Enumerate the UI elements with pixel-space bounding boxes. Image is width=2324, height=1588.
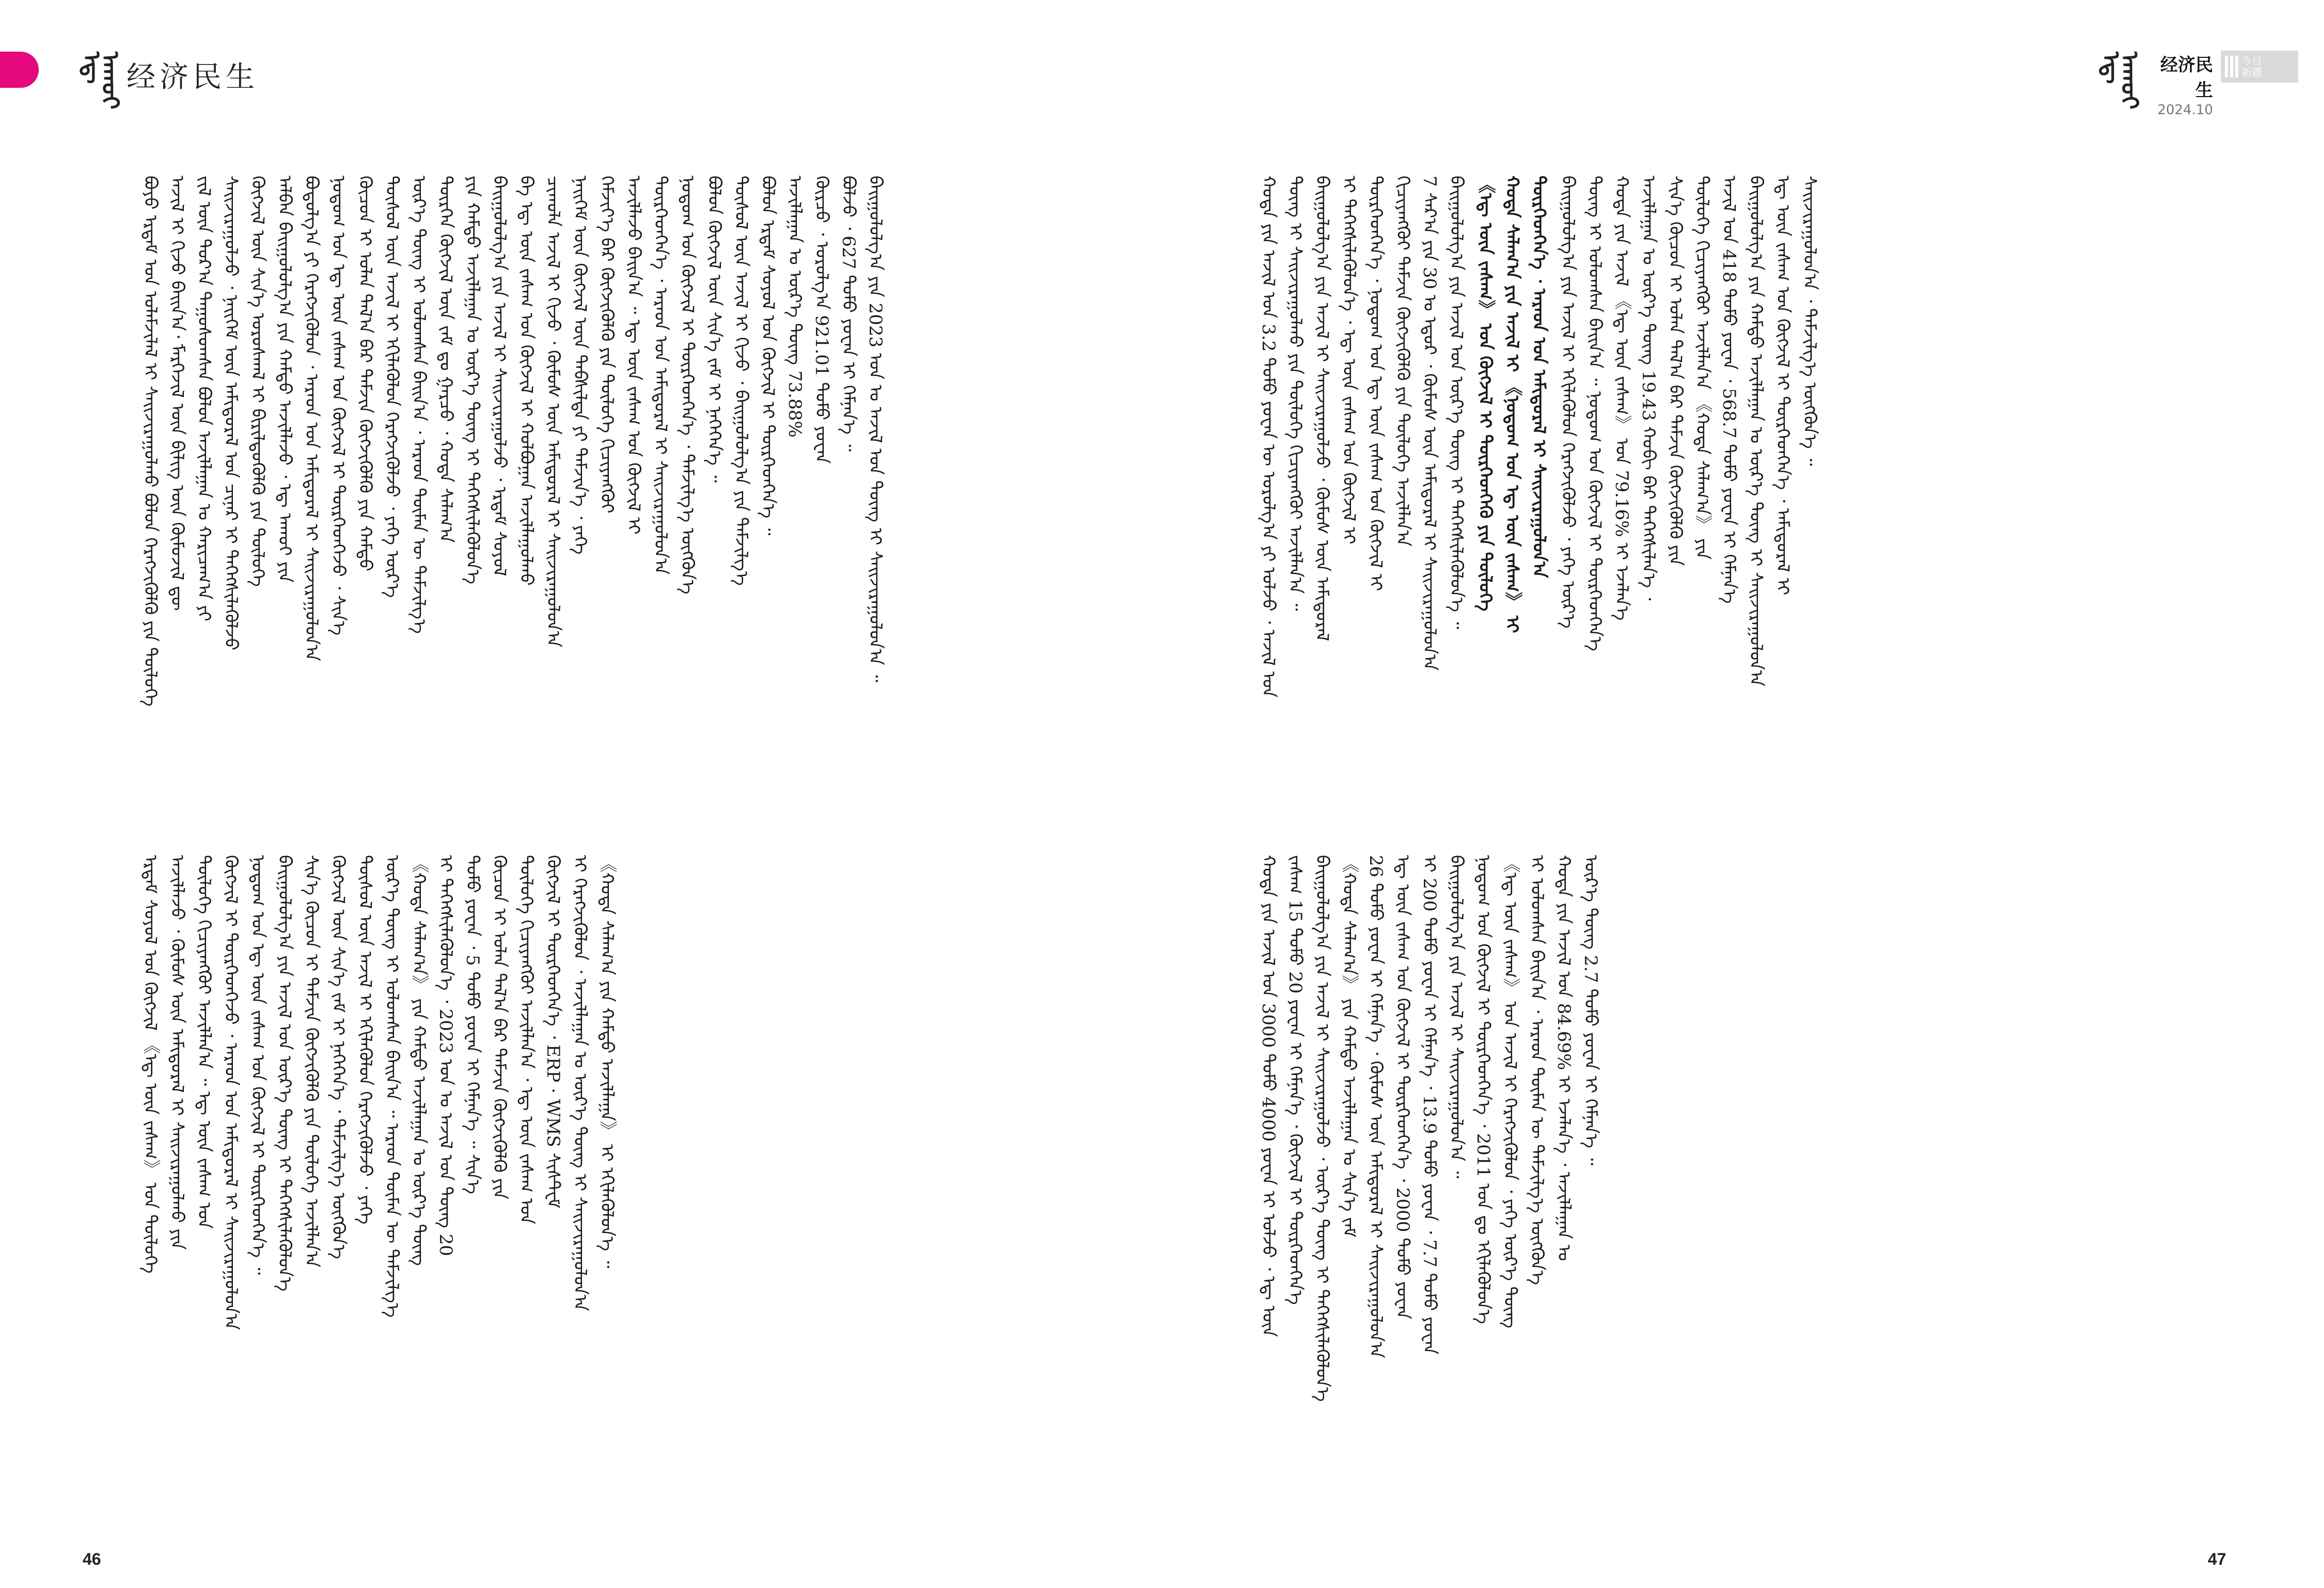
text-column: ᠪᠠᠢᠭᠤᠯᠤᠯᠭ᠎ᠠ ᠶᠢᠨ 2023 ᠣᠨ ᠤ ᠠᠵᠢᠯ ᠤᠨ ᠳᠦᠩ ᠢ ᠰᠠᠢᠵᠢᠷᠠᠭᠤᠯᠤᠨ᠎ᠠ ᠃ <box>865 176 886 682</box>
text-column: ᠬᠦᠷᠴᠦ ᠂ ᠣᠷᠣᠯᠭ᠎ᠠ 921.01 ᠲᠤᠮᠤ ᠶᠤᠸᠠᠨ <box>811 176 832 464</box>
text-column: ᠴᠢᠬᠤᠯᠠ ᠠᠵᠢᠯ ᠢ ᠬᠢᠵᠦ ᠂ ᠬᠦᠮᠦᠰ ᠦᠨ ᠠᠮᠢᠳᠤᠷᠠᠯ ᠢ ᠰᠠᠢᠵᠢᠷᠠᠭᠤᠯᠤᠨ᠎ᠠ <box>543 176 563 647</box>
text-column: ᠲᠦᠷᠭᠡᠳᠭᠡᠨ᠎ᠡ ᠂ ᠨᠤᠲᠤᠭ ᠤᠨ ᠡᠳ᠋ ᠦᠨ ᠵᠠᠰᠠᠭ ᠤᠨ ᠬᠥᠭᠵᠢᠯ ᠢ <box>1365 176 1386 591</box>
text-column: ᠲᠥᠯᠥᠭᠡ ᠬᠢᠴᠢᠶᠡᠩᠭᠦᠢ ᠠᠵᠢᠯᠯᠠᠨ᠎ᠠ ᠂ ᠡᠳ᠋ ᠦᠨ ᠵᠠᠰᠠᠭ ᠤᠨ <box>516 855 537 1224</box>
text-column: ᠲᠥᠰᠥᠯ ᠦᠨ ᠠᠵᠢᠯ ᠢ ᠡᠬᠢᠯᠡᠭᠦᠯᠦᠨ ᠬᠡᠷᠡᠭᠵᠢᠭᠦᠯᠵᠦ ᠂ ᠶᠡᠬᠡ <box>355 855 375 1225</box>
text-column: ᠨᠡᠢᠭᠡᠮ ᠦᠨ ᠬᠥᠭᠵᠢᠯ ᠦᠨ ᠳᠡᠪᠰᠢᠯᠲᠡ ᠶᠢ ᠳᠡᠮᠵᠢᠨ᠎ᠡ ᠂ ᠶᠡᠬᠡ <box>570 176 590 555</box>
issue-date: 2024.10 <box>2157 102 2213 118</box>
article-column-group <box>1554 176 1823 811</box>
text-column: ᠪᠠᠢᠭᠤᠯᠤᠯᠭ᠎ᠠ ᠶᠢᠨ ᠠᠵᠢᠯ ᠢ ᠰᠠᠢᠵᠢᠷᠠᠭᠤᠯᠵᠤ ᠂ ᠦᠷ᠎ᠡ ᠳᠦᠩ ᠢ ᠳᠡᠭᠡᠭᠰᠢᠯᠡᠭᠦᠯᠦᠨ᠎ᠡ <box>1312 855 1332 1402</box>
text-column: ᠡᠷᠳᠡᠮ ᠰᠣᠶᠤᠯ ᠤᠨ ᠬᠥᠭᠵᠢᠯ 《ᠡᠳ᠋ ᠦᠨ ᠵᠠᠰᠠᠭ》 ᠤᠨ ᠲᠥᠯᠥᠭᠡ <box>140 855 161 1274</box>
text-column: ᠪᠠ ᠡᠳ᠋ ᠦᠨ ᠵᠠᠰᠠᠭ ᠤᠨ ᠬᠥᠭᠵᠢᠯ ᠢ ᠬᠣᠯᠪᠤᠭᠠᠨ ᠠᠵᠢᠯᠯᠠᠭᠤᠯᠬᠤ <box>516 176 537 586</box>
text-column: ᠬᠦᠴᠦᠨ ᠢ ᠣᠯᠠᠨ ᠲᠠᠯ᠎ᠠ ᠪᠠᠷ ᠳᠡᠮᠵᠢᠨ ᠬᠥᠭᠵᠢᠭᠦᠯᠬᠦ ᠶᠢᠨ <box>489 855 510 1200</box>
text-column: 《ᠡᠳ᠋ ᠦᠨ ᠵᠠᠰᠠᠭ》 ᠤᠨ ᠠᠵᠢᠯ ᠢ ᠬᠡᠷᠡᠭᠵᠢᠭᠦᠯᠦᠨ ᠂ ᠶᠡᠬᠡ ᠦᠷ᠎ᠡ ᠳᠦᠩ <box>1500 855 1520 1329</box>
text-column: ᠦᠷ᠎ᠡ ᠳᠦᠩ ᠢ ᠣᠯᠤᠭᠰᠠᠨ ᠪᠠᠢᠨ᠎ᠠ ᠃ ᠠᠷᠠᠳ ᠲᠦᠮᠡᠨ ᠦ ᠳᠡᠮᠵᠢᠯᠭ᠎ᠡ <box>382 855 402 1318</box>
text-column: ᠲᠥᠯᠥᠭᠡ ᠬᠢᠴᠢᠶᠡᠩᠭᠦᠢ ᠠᠵᠢᠯᠯᠠᠨ᠎ᠠ 《ᠬᠣᠲᠠ ᠰᠠᠯᠠᠭ᠎ᠠ》 ᠶᠢᠨ <box>1692 176 1713 560</box>
text-column: ᠵᠢᠯ ᠦᠨ ᠳᠤᠷ᠎ᠠ ᠳᠠᠭᠤᠰᠤᠭᠰᠠᠨ ᠪᠤᠯᠤᠨ ᠠᠵᠢᠯᠯᠠᠭᠠᠨ ᠤ ᠬᠠᠷᠢᠴᠠᠭ᠎ᠠ ᠶᠢ <box>194 176 214 621</box>
section-title: 经济民生 <box>2160 55 2213 101</box>
heading-line: ᠲᠦᠷᠭᠡᠳᠭᠡᠨ᠎ᠡ ᠂ ᠠᠷᠠᠳ ᠤᠨ ᠠᠮᠢᠳᠤᠷᠠᠯ ᠢ ᠰᠠᠢᠵᠢᠷᠠᠭᠤᠯᠤᠨ᠎ᠠ <box>1529 176 1549 578</box>
text-column: ᠦᠷ᠎ᠡ ᠳᠦᠩ 2.7 ᠲᠤᠮᠤ ᠶᠤᠸᠠᠨ ᠢ ᠬᠡᠮᠨᠡᠨ᠎ᠡ ᠃ <box>1580 855 1601 1165</box>
text-column: ᠠᠵᠢᠯ ᠢ ᠬᠢᠵᠦ ᠪᠠᠢᠨ᠎ᠠ᠂ ᠮᠡᠷᠭᠡᠵᠢᠯ ᠦᠨ ᠪᠢᠯᠢᠭ ᠦᠨ ᠬᠦᠮᠦᠵᠢᠯ ᠳᠦ <box>167 176 187 611</box>
text-column: 《ᠬᠣᠲᠠ ᠰᠠᠯᠠᠭ᠎ᠠ ᠶᠢᠨ ᠬᠠᠮᠲᠤ ᠠᠵᠢᠯᠯᠠᠭᠠ》 ᠢ ᠡᠬᠢᠯᠡᠭᠦᠯᠦᠨ᠎ᠡ ᠃ <box>596 855 617 1268</box>
text-column: ᠠᠯᠪᠠᠨ ᠪᠠᠢᠭᠤᠯᠤᠯᠭ᠎ᠠ ᠶᠢᠨ ᠬᠠᠮᠲᠤ ᠠᠵᠢᠯᠯᠠᠵᠤ ᠂ ᠡᠳ᠋ ᠠᠬᠤᠢ ᠶᠢᠨ <box>274 176 295 583</box>
text-column: ᠲᠦᠷᠭᠡᠨ ᠬᠥᠭᠵᠢᠯ ᠦᠨ ᠵᠠᠮ ᠳᠤ ᠭᠠᠷᠴᠤ ᠂ ᠬᠣᠲᠠ ᠰᠠᠯᠠᠭ᠎ᠠ <box>435 176 456 543</box>
text-column: ᠪᠣᠯᠵᠤ ᠂ 627 ᠲᠤᠮᠤ ᠶᠤᠸᠠᠨ ᠢ ᠬᠡᠮᠨᠡᠨ᠎ᠡ ᠃ <box>838 176 859 452</box>
text-column: ᠬᠦᠴᠦᠨ ᠢ ᠣᠯᠠᠨ ᠲᠠᠯ᠎ᠠ ᠪᠠᠷ ᠳᠡᠮᠵᠢᠨ ᠬᠥᠭᠵᠢᠭᠦᠯᠬᠦ ᠶᠢᠨ ᠬᠠᠮᠲᠤ <box>355 176 375 571</box>
text-column: ᠠᠵᠢᠯᠯᠠᠭᠠᠨ ᠤ ᠦᠷ᠎ᠡ ᠳᠦᠩ 73.88% <box>784 176 805 438</box>
text-column: ᠰᠢᠨ᠎ᠡ ᠬᠦᠴᠦᠨ ᠢ ᠣᠯᠠᠨ ᠲᠠᠯ᠎ᠠ ᠪᠠᠷ ᠳᠡᠮᠵᠢᠨ ᠬᠥᠭᠵᠢᠭᠦᠯᠬᠦ ᠶᠢᠨ <box>1665 176 1686 566</box>
text-column: ᠬᠤᠲᠠ ᠶᠢᠨ ᠠᠵᠢᠯ ᠤᠨ 84.69% ᠢ ᠡᠵᠡᠯᠡᠨ᠎ᠡ ᠂ ᠠᠵᠢᠯᠯᠠᠭᠠᠨ ᠤ <box>1553 855 1574 1262</box>
text-column: ᠰᠠᠢᠵᠢᠷᠠᠭᠤᠯᠤᠨ᠎ᠠ ᠂ ᠳᠡᠮᠵᠢᠯᠭ᠎ᠡ ᠥᠭᠭᠦᠨ᠎ᠡ ᠃ <box>1799 176 1820 466</box>
section-title-mongolian: ᠡᠳ᠋ ᠠᠬᠤᠢ <box>2097 52 2144 110</box>
text-column: ᠬᠥᠭᠵᠢᠯ ᠢ ᠲᠦᠷᠭᠡᠳᠭᠡᠵᠦ ᠂ ᠠᠷᠠᠳ ᠤᠨ ᠠᠮᠢᠳᠤᠷᠠᠯ ᠢ ᠰᠠᠢᠵᠢᠷᠠᠭᠤᠯᠤᠨ᠎ᠠ <box>221 855 241 1330</box>
text-column: ᠪᠤᠳᠤᠯᠭ᠎ᠠ ᠶᠢ ᠬᠡᠷᠡᠭᠵᠢᠭᠦᠯᠦᠨ ᠂ ᠠᠷᠠᠳ ᠤᠨ ᠠᠮᠢᠳᠤᠷᠠᠯ ᠢ ᠰᠠᠢᠵᠢᠷᠠᠭᠤᠯᠤᠨ᠎ᠠ <box>301 176 322 661</box>
article-column-group <box>1255 176 1470 811</box>
text-column: ᠪᠠᠢᠭᠤᠯᠤᠯᠭ᠎ᠠ ᠶᠢᠨ ᠠᠵᠢᠯ ᠢ ᠡᠬᠢᠯᠡᠭᠦᠯᠦᠨ ᠬᠡᠷᠡᠭᠵᠢᠭᠦᠯᠵᠦ ᠂ ᠶᠡᠬᠡ ᠦᠷ᠎ᠡ <box>1558 176 1578 629</box>
text-column: ᠢ ᠬᠡᠷᠡᠭᠵᠢᠭᠦᠯᠦᠨ ᠂ ᠠᠵᠢᠯᠯᠠᠭᠠᠨ ᠤ ᠦᠷ᠎ᠡ ᠳᠦᠩ ᠢ ᠰᠠᠢᠵᠢᠷᠠᠭᠤᠯᠤᠨ᠎ᠠ <box>570 855 590 1311</box>
text-column: ᠶᠢᠨ ᠬᠠᠮᠲᠤ ᠠᠵᠢᠯᠯᠠᠭᠠᠨ ᠤ ᠦᠷ᠎ᠡ ᠳᠦᠩ ᠢ ᠳᠡᠭᠡᠭᠰᠢᠯᠡᠭᠦᠯᠦᠨ᠎ᠡ <box>462 176 483 584</box>
text-column: ᠡᠳ᠋ ᠦᠨ ᠵᠠᠰᠠᠭ ᠤᠨ ᠬᠥᠭᠵᠢᠯ ᠢ ᠲᠦᠷᠭᠡᠳᠭᠡᠨ᠎ᠡ ᠂ ᠠᠮᠢᠳᠤᠷᠠᠯ ᠢ <box>1772 176 1793 596</box>
text-column: ᠠᠵᠢᠯᠯᠠᠵᠤ ᠂ ᠬᠦᠮᠦᠰ ᠦᠨ ᠠᠮᠢᠳᠤᠷᠠᠯ ᠢ ᠰᠠᠢᠵᠢᠷᠠᠭᠤᠯᠬᠤ ᠶᠢᠨ <box>167 855 187 1250</box>
text-column: ᠢ ᠳᠡᠭᠡᠭᠰᠢᠯᠡᠭᠦᠯᠦᠨ᠎ᠡ ᠂ ᠡᠳ᠋ ᠦᠨ ᠵᠠᠰᠠᠭ ᠤᠨ ᠬᠥᠭᠵᠢᠯ ᠢ <box>1339 176 1359 544</box>
section-title-mongolian: ᠡᠳ᠋ ᠠᠬᠤᠢ <box>78 52 124 110</box>
text-column: ᠲᠤᠮᠤ ᠶᠤᠸᠠᠨ ᠂ 5 ᠲᠤᠮᠤ ᠶᠤᠸᠠᠨ ᠢ ᠬᠡᠮᠨᠡᠨ᠎ᠡ ᠃ ᠰᠢᠨ᠎ᠡ <box>462 855 483 1194</box>
text-column: ᠳᠦᠩ ᠢ ᠣᠯᠤᠭᠰᠠᠨ ᠪᠠᠢᠨ᠎ᠠ ᠃ ᠨᠤᠲᠤᠭ ᠤᠨ ᠬᠥᠭᠵᠢᠯ ᠢ ᠲᠦᠷᠭᠡᠳᠭᠡᠨ᠎ᠡ <box>1584 176 1605 651</box>
page-number: 47 <box>2208 1550 2226 1568</box>
text-column: ᠦᠷ᠎ᠡ ᠳᠦᠩ ᠢ ᠣᠯᠤᠭᠰᠠᠨ ᠪᠠᠢᠨ᠎ᠠ ᠂ ᠠᠷᠠᠳ ᠲᠦᠮᠡᠨ ᠦ ᠳᠡᠮᠵᠢᠯᠭ᠎ᠡ <box>409 176 429 634</box>
text-column: ᠪᠠᠢᠭᠤᠯᠤᠯᠭ᠎ᠠ ᠶᠢᠨ ᠠᠵᠢᠯ ᠢ ᠰᠠᠢᠵᠢᠷᠠᠭᠤᠯᠵᠤ ᠂ ᠡᠷᠳᠡᠮ ᠰᠣᠶᠤᠯ <box>489 176 510 577</box>
article-column-group <box>1255 855 1604 1506</box>
text-column: ᠢ ᠳᠡᠭᠡᠭᠰᠢᠯᠡᠭᠦᠯᠦᠨ᠎ᠡ ᠂ 2023 ᠣᠨ ᠤ ᠠᠵᠢᠯ ᠤᠨ ᠳᠦᠩ 20 <box>435 855 456 1256</box>
text-column: ᠬᠥᠭᠵᠢᠯ ᠦᠨ ᠰᠢᠨ᠎ᠡ ᠤᠷᠤᠰᠬᠠᠯ ᠢ ᠪᠢᠷᠢᠯᠳᠦᠭᠦᠯᠬᠦ ᠶᠢᠨ ᠲᠥᠯᠥᠭᠡ <box>247 176 268 587</box>
text-column: ᠪᠣᠯᠤᠨ ᠡᠷᠳᠡᠮ ᠰᠣᠶᠤᠯ ᠤᠨ ᠬᠥᠭᠵᠢᠯ ᠢ ᠲᠦᠷᠭᠡᠳᠭᠡᠨ᠎ᠡ ᠃ <box>758 176 778 536</box>
text-column: ᠨᠤᠲᠤᠭ ᠤᠨ ᠬᠥᠭᠵᠢᠯ ᠢ ᠲᠦᠷᠭᠡᠳᠭᠡᠨ᠎ᠡ ᠂ 2011 ᠣᠨ ᠳᠤ ᠡᠬᠢᠯᠡᠭᠦᠯᠦᠨ᠎ᠡ <box>1473 855 1494 1324</box>
logo-text: 今日 新疆 <box>2241 55 2262 79</box>
text-column: ᠳᠦᠩ ᠢ ᠰᠠᠢᠵᠢᠷᠠᠭᠤᠯᠬᠤ ᠶᠢᠨ ᠲᠥᠯᠥᠭᠡ ᠬᠢᠴᠢᠶᠡᠩᠭᠦᠢ ᠠᠵᠢᠯᠯᠠᠨ᠎ᠠ ᠃ <box>1285 176 1306 611</box>
text-column: ᠬᠤᠲᠠ ᠶᠢᠨ ᠠᠵᠢᠯ ᠤᠨ 3000 ᠲᠤᠮᠤ 4000 ᠶᠤᠸᠠᠨ ᠢ ᠣᠯᠵᠤ ᠂ ᠡᠳ᠋ ᠦᠨ <box>1258 855 1279 1337</box>
logo-mark-icon <box>2225 56 2238 77</box>
text-column: ᠲᠥᠰᠥᠯ ᠦᠨ ᠠᠵᠢᠯ ᠢ ᠬᠢᠵᠦ ᠂ ᠪᠠᠢᠭᠤᠯᠤᠯᠭ᠎ᠠ ᠶᠢᠨ ᠳᠡᠮᠵᠢᠯᠭ᠎ᠡ <box>731 176 751 586</box>
text-column: ᠬᠤᠲᠠ ᠶᠢᠨ ᠠᠵᠢᠯ ᠤᠨ 3.2 ᠲᠤᠮᠤ ᠶᠤᠸᠠᠨ ᠦ ᠣᠷᠣᠯᠭ᠎ᠠ ᠶᠢ ᠣᠯᠵᠤ ᠂ ᠠᠵᠢᠯ ᠤᠨ <box>1258 176 1279 698</box>
text-column: ᠠᠵᠢᠯᠯᠠᠵᠤ ᠪᠠᠢᠨ᠎ᠠ ᠃ ᠡᠳ᠋ ᠦᠨ ᠵᠠᠰᠠᠭ ᠤᠨ ᠬᠥᠭᠵᠢᠯ ᠢ <box>623 176 644 535</box>
heading-line: ᠬᠤᠲᠠ ᠰᠠᠯᠠᠭ᠎ᠠ ᠶᠢᠨ ᠠᠵᠢᠯ ᠢ 《ᠨᠤᠲᠤᠭ ᠤᠨ ᠡᠳ᠋ ᠦᠨ ᠵᠠᠰᠠᠭ》 ᠢ <box>1502 176 1522 633</box>
magazine-logo <box>2221 51 2298 83</box>
text-column: ᠬᠤᠲᠠ ᠶᠢᠨ ᠠᠵᠢᠯ 《ᠡᠳ᠋ ᠦᠨ ᠵᠠᠰᠠᠭ》 ᠤᠨ 79.16% ᠢ ᠡᠵᠡᠯᠡᠨ᠎ᠡ <box>1611 176 1632 621</box>
text-column: ᠲᠥᠰᠥᠯ ᠦᠨ ᠠᠵᠢᠯ ᠢ ᠡᠬᠢᠯᠡᠭᠦᠯᠦᠨ ᠬᠡᠷᠡᠭᠵᠢᠭᠦᠯᠵᠦ ᠂ ᠶᠡᠬᠡ ᠦᠷ᠎ᠡ <box>382 176 402 598</box>
article-heading <box>1472 176 1552 811</box>
text-column: ᠠᠵᠢᠯ ᠤᠨ 418 ᠲᠤᠮᠤ ᠶᠤᠸᠠᠨ ᠂ 568.7 ᠲᠤᠮᠤ ᠶᠤᠸᠠᠨ ᠢ ᠬᠡᠮᠨᠡᠨ᠎ᠡ <box>1719 176 1739 604</box>
text-column: ᠵᠠᠰᠠᠭ 15 ᠲᠤᠮᠤ 20 ᠶᠤᠸᠠᠨ ᠢ ᠬᠡᠮᠨᠡᠨ᠎ᠡ ᠂ ᠬᠥᠭᠵᠢᠯ ᠢ ᠲᠦᠷᠭᠡᠳᠭᠡᠨ᠎ᠡ <box>1285 855 1306 1305</box>
text-column: ᠬᠥᠭᠵᠢᠯ ᠢ ᠲᠦᠷᠭᠡᠳᠭᠡᠨ᠎ᠡ ᠂ ERP · WMS ᠰᠢᠰᠲ᠋ᠧᠮ <box>543 855 563 1208</box>
text-column: ᠰᠢᠨ᠎ᠡ ᠬᠦᠴᠦᠨ ᠢ ᠳᠡᠮᠵᠢᠨ ᠬᠥᠭᠵᠢᠭᠦᠯᠬᠦ ᠶᠢᠨ ᠲᠥᠯᠥᠭᠡ ᠠᠵᠢᠯᠯᠠᠨ᠎ᠠ <box>301 855 322 1268</box>
text-column: ᠠᠵᠢᠯᠯᠠᠭᠠᠨ ᠤ ᠦᠷ᠎ᠡ ᠳᠦᠩ 19.43 ᠬᠤᠪᠢ ᠪᠠᠷ ᠳᠡᠭᠡᠭᠰᠢᠯᠡᠨ᠎ᠡ ᠂ <box>1638 176 1659 601</box>
section-tab <box>0 52 39 88</box>
text-column: ᠡᠳ᠋ ᠦᠨ ᠵᠠᠰᠠᠭ ᠤᠨ ᠬᠥᠭᠵᠢᠯ ᠢ ᠲᠦᠷᠭᠡᠳᠭᠡᠨ᠎ᠡ ᠂ 2000 ᠲᠤᠮᠤ ᠶᠤᠸᠠᠨ <box>1392 855 1413 1319</box>
article-column-group <box>137 176 889 811</box>
text-column: 《ᠬᠣᠲᠠ ᠰᠠᠯᠠᠭ᠎ᠠ》 ᠶᠢᠨ ᠬᠠᠮᠲᠤ ᠠᠵᠢᠯᠯᠠᠭᠠᠨ ᠤ ᠰᠢᠨ᠎ᠡ ᠵᠠᠮ <box>1339 855 1359 1238</box>
text-column: ᠢ 200 ᠲᠤᠮᠤ ᠶᠤᠸᠠᠨ ᠢ ᠬᠡᠮᠨᠡᠨ᠎ᠡ ᠂ 13.9 ᠲᠤᠮᠤ ᠶᠤᠸᠠᠨ ᠂ 7.7 ᠲᠤᠮᠤ ᠶᠤᠸᠠᠨ <box>1419 855 1440 1355</box>
text-column: ᠨᠤᠲᠤᠭ ᠤᠨ ᠡᠳ᠋ ᠦᠨ ᠵᠠᠰᠠᠭ ᠤᠨ ᠬᠥᠭᠵᠢᠯ ᠢ ᠲᠦᠷᠭᠡᠳᠭᠡᠵᠦ ᠂ ᠰᠢᠨ᠎ᠡ <box>328 176 349 636</box>
text-column: ᠲᠦᠷᠭᠡᠳᠭᠡᠨ᠎ᠡ ᠂ ᠠᠷᠠᠳ ᠤᠨ ᠠᠮᠢᠳᠤᠷᠠᠯ ᠢ ᠰᠠᠢᠵᠢᠷᠠᠭᠤᠯᠤᠨ᠎ᠠ <box>650 176 671 575</box>
text-column: ᠬᠡᠮᠵᠢᠶ᠎ᠡ ᠪᠡᠷ ᠬᠥᠭᠵᠢᠭᠦᠯᠬᠦ ᠶᠢᠨ ᠲᠥᠯᠥᠭᠡ ᠬᠢᠴᠢᠶᠡᠩᠭᠦᠢ <box>596 176 617 513</box>
text-column: ᠪᠠᠢᠭᠤᠯᠤᠯᠭ᠎ᠠ ᠶᠢᠨ ᠠᠵᠢᠯ ᠢ ᠰᠠᠢᠵᠢᠷᠠᠭᠤᠯᠵᠤ ᠂ ᠬᠦᠮᠦᠰ ᠦᠨ ᠠᠮᠢᠳᠤᠷᠠᠯ <box>1312 176 1332 642</box>
text-column: ᠪᠠᠢᠭᠤᠯᠤᠯᠭ᠎ᠠ ᠶᠢᠨ ᠬᠠᠮᠲᠤ ᠠᠵᠢᠯᠯᠠᠭᠠᠨ ᠤ ᠦᠷ᠎ᠡ ᠳᠦᠩ ᠢ ᠰᠠᠢᠵᠢᠷᠠᠭᠤᠯᠤᠨ᠎ᠠ <box>1746 176 1766 687</box>
text-column: ᠢ ᠣᠯᠤᠭᠰᠠᠨ ᠪᠠᠢᠨ᠎ᠠ ᠂ ᠠᠷᠠᠳ ᠲᠦᠮᠡᠨ ᠦ ᠳᠡᠮᠵᠢᠯᠭ᠎ᠡ ᠥᠭᠭᠦᠨ᠎ᠡ <box>1527 855 1547 1285</box>
section-title: 经济民生 <box>127 60 259 94</box>
text-column: ᠪᠠᠢᠭᠤᠯᠤᠯᠭ᠎ᠠ ᠶᠢᠨ ᠠᠵᠢᠯ ᠤᠨ ᠦᠷ᠎ᠡ ᠳᠦᠩ ᠢ ᠳᠡᠭᠡᠭᠰᠢᠯᠡᠭᠦᠯᠦᠨ᠎ᠡ ᠃ <box>1446 176 1467 629</box>
text-column: 26 ᠲᠤᠮᠤ ᠶᠤᠸᠠᠨ ᠢ ᠬᠡᠮᠨᠡᠨ᠎ᠡ ᠂ ᠬᠦᠮᠦᠰ ᠦᠨ ᠠᠮᠢᠳᠤᠷᠠᠯ ᠢ ᠰᠠᠢᠵᠢᠷᠠᠭᠤᠯᠤᠨ᠎ᠠ <box>1365 855 1386 1358</box>
right-page <box>1162 0 2324 1588</box>
text-column: ᠪᠣᠯᠤᠨ ᠬᠥᠭᠵᠢᠯ ᠦᠨ ᠰᠢᠨ᠎ᠡ ᠵᠠᠮ ᠢ ᠨᠡᠭᠡᠭᠡᠨ᠎ᠡ ᠃ <box>704 176 725 483</box>
text-column: 7 ᠰᠠᠷ᠎ᠠ ᠶᠢᠨ 30 ᠤ ᠡᠳᠦᠷ ᠂ ᠬᠦᠮᠦᠰ ᠦᠨ ᠠᠮᠢᠳᠤᠷᠠᠯ ᠢ ᠰᠠᠢᠵᠢᠷᠠᠭᠤᠯᠤᠨ᠎ᠠ <box>1419 176 1440 671</box>
text-column: 《ᠬᠣᠲᠠ ᠰᠠᠯᠠᠭ᠎ᠠ》 ᠶᠢᠨ ᠬᠠᠮᠲᠤ ᠠᠵᠢᠯᠯᠠᠭᠠᠨ ᠤ ᠦᠷ᠎ᠡ ᠳᠦᠩ <box>409 855 429 1266</box>
text-column: ᠬᠥᠭᠵᠢᠯ ᠦᠨ ᠰᠢᠨ᠎ᠡ ᠵᠠᠮ ᠢ ᠨᠡᠭᠡᠭᠡᠨ᠎ᠡ ᠂ ᠳᠡᠮᠵᠢᠯᠭ᠎ᠡ ᠥᠭᠭᠦᠨ᠎ᠡ <box>328 855 349 1259</box>
text-column: ᠨᠤᠲᠤᠭ ᠤᠨ ᠬᠥᠭᠵᠢᠯ ᠢ ᠲᠦᠷᠭᠡᠳᠭᠡᠨ᠎ᠡ ᠂ ᠳᠡᠮᠵᠢᠯᠭ᠎ᠡ ᠥᠭᠭᠦᠨ᠎ᠡ <box>677 176 698 595</box>
text-column: ᠪᠤᠶᠤ ᠡᠷᠳᠡᠮ ᠤᠨ ᠤᠯᠠᠮᠵᠢᠯᠠᠯ ᠢ ᠰᠠᠢᠵᠢᠷᠠᠭᠤᠯᠬᠤ ᠪᠤᠯᠤᠨ ᠬᠡᠷᠡᠭᠵᠢᠭᠦᠯᠬᠦ ᠶᠢᠨ ᠲᠥᠯᠥᠭᠡ <box>140 176 161 707</box>
text-column: ᠲᠥᠯᠥᠭᠡ ᠬᠢᠴᠢᠶᠡᠩᠭᠦᠢ ᠠᠵᠢᠯᠯᠠᠨ᠎ᠠ ᠃ ᠡᠳ᠋ ᠦᠨ ᠵᠠᠰᠠᠭ ᠤᠨ <box>194 855 214 1229</box>
text-column: ᠬᠢᠴᠢᠶᠡᠩᠭᠦᠢ ᠳᠡᠮᠵᠢᠨ ᠬᠥᠭᠵᠢᠭᠦᠯᠬᠦ ᠶᠢᠨ ᠲᠥᠯᠥᠭᠡ ᠠᠵᠢᠯᠯᠠᠨ᠎ᠠ <box>1392 176 1413 547</box>
running-header <box>2146 51 2213 118</box>
page-number: 46 <box>83 1550 101 1568</box>
text-column: ᠰᠠᠢᠵᠢᠷᠠᠭᠤᠯᠵᠤ ᠂ ᠨᠡᠢᠭᠡᠮ ᠦᠨ ᠠᠮᠢᠳᠤᠷᠠᠯ ᠤᠨ ᠴᠢᠨᠠᠷ ᠢ ᠳᠡᠭᠡᠭᠰᠢᠯᠡᠭᠦᠯᠵᠦ <box>221 176 241 650</box>
article-column-group <box>137 855 620 1506</box>
text-column: ᠪᠠᠢᠭᠤᠯᠤᠯᠭ᠎ᠠ ᠶᠢᠨ ᠠᠵᠢᠯ ᠤᠨ ᠦᠷ᠎ᠡ ᠳᠦᠩ ᠢ ᠳᠡᠭᠡᠭᠰᠢᠯᠡᠭᠦᠯᠦᠨ᠎ᠡ <box>274 855 295 1291</box>
text-column: ᠪᠠᠢᠭᠤᠯᠤᠯᠭ᠎ᠠ ᠶᠢᠨ ᠠᠵᠢᠯ ᠢ ᠰᠠᠢᠵᠢᠷᠠᠭᠤᠯᠤᠨ᠎ᠠ ᠃ <box>1446 855 1467 1179</box>
heading-line: 《ᠡᠳ᠋ ᠦᠨ ᠵᠠᠰᠠᠭ》 ᠤᠨ ᠬᠥᠭᠵᠢᠯ ᠢ ᠲᠦᠷᠭᠡᠳᠭᠡᠬᠦ ᠶᠢᠨ ᠲᠥᠯᠥᠭᠡ <box>1475 176 1496 612</box>
text-column: ᠨᠤᠲᠤᠭ ᠤᠨ ᠡᠳ᠋ ᠦᠨ ᠵᠠᠰᠠᠭ ᠤᠨ ᠬᠥᠭᠵᠢᠯ ᠢ ᠲᠦᠷᠭᠡᠳᠭᠡᠨ᠎ᠡ ᠃ <box>247 855 268 1275</box>
